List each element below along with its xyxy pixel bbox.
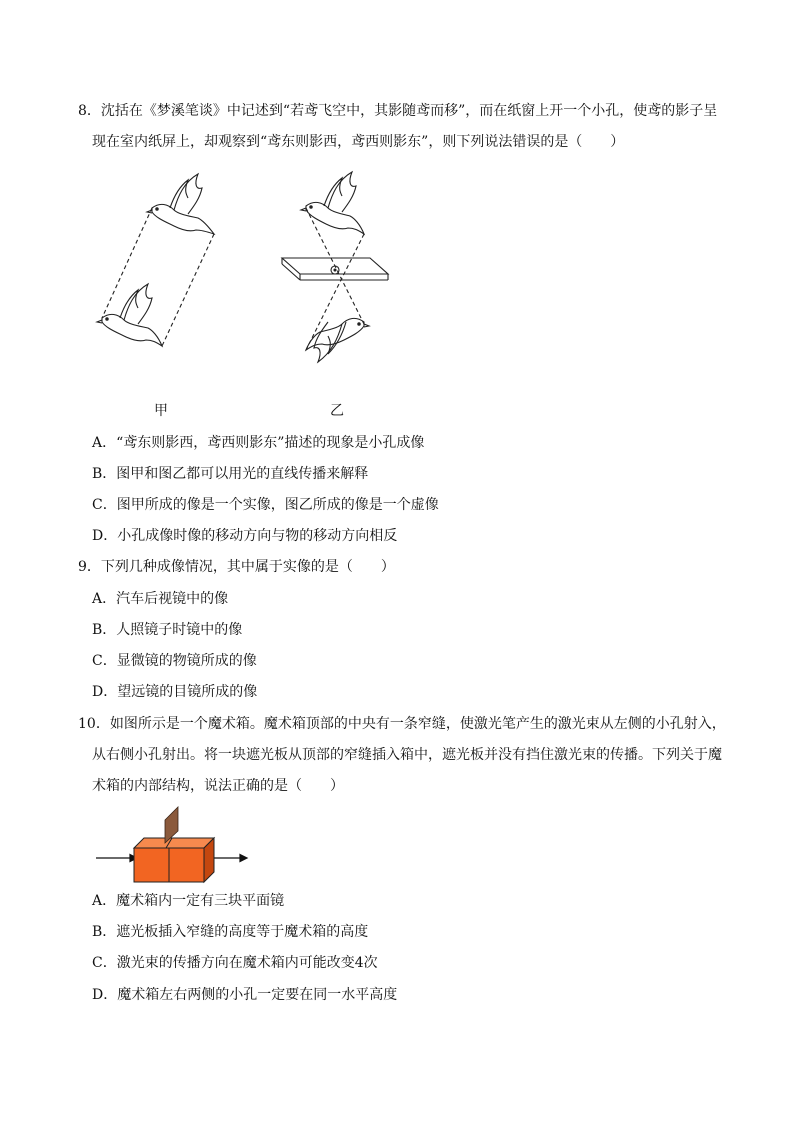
q10-stem-line1: 10．如图所示是一个魔术箱。魔术箱顶部的中央有一条窄缝，使激光笔产生的激光束从左侧的小孔射入， (78, 716, 726, 732)
bird-icon-object (301, 172, 364, 234)
q8-figure-b (278, 166, 398, 386)
bird-icon-bottom (97, 284, 162, 346)
q10-stem-line3: 术箱的内部结构，说法正确的是（ ） (92, 778, 344, 794)
pinhole-plate (282, 258, 388, 280)
q8-stem-line2: 现在室内纸屏上，却观察到“鸢东则影西，鸢西则影东”，则下列说法错误的是（ ） (92, 134, 625, 150)
q8-figure-a-label: 甲 (154, 403, 168, 419)
q9-option-b: B．人照镜子时镜中的像 (92, 622, 243, 638)
q9-option-c: C．显微镜的物镜所成的像 (92, 653, 257, 669)
q8-option-a: A．“鸢东则影西，鸢西则影东”描述的现象是小孔成像 (92, 435, 425, 451)
q10-option-c: C．激光束的传播方向在魔术箱内可能改变4次 (92, 955, 378, 971)
q10-stem-line2: 从右侧小孔射出。将一块遮光板从顶部的窄缝插入箱中，遮光板并没有挡住激光束的传播。下列关于魔 (92, 747, 722, 763)
bird-icon-image (306, 318, 369, 362)
q8-option-c: C．图甲所成的像是一个实像，图乙所成的像是一个虚像 (92, 497, 439, 513)
q10-magic-box-figure (94, 806, 254, 886)
q8-stem-line1: 8．沈括在《梦溪笔谈》中记述到“若鸢飞空中，其影随鸢而移”，而在纸窗上开一个小孔，使鸢的影子呈 (78, 103, 718, 119)
q10-option-a: A．魔术箱内一定有三块平面镜 (92, 893, 285, 909)
q8-option-b: B．图甲和图乙都可以用光的直线传播来解释 (92, 466, 369, 482)
q8-figure-b-label: 乙 (330, 403, 344, 419)
q9-option-d: D．望远镜的目镜所成的像 (92, 684, 258, 700)
q8-option-d: D．小孔成像时像的移动方向与物的移动方向相反 (92, 528, 398, 544)
q10-option-d: D．魔术箱左右两侧的小孔一定要在同一水平高度 (92, 987, 398, 1003)
q10-option-b: B．遮光板插入窄缝的高度等于魔术箱的高度 (92, 924, 369, 940)
bird-icon-top (147, 174, 214, 234)
q8-figure-a (90, 168, 230, 368)
q9-stem: 9．下列几种成像情况，其中属于实像的是（ ） (78, 559, 395, 575)
q9-option-a: A．汽车后视镜中的像 (92, 591, 229, 607)
